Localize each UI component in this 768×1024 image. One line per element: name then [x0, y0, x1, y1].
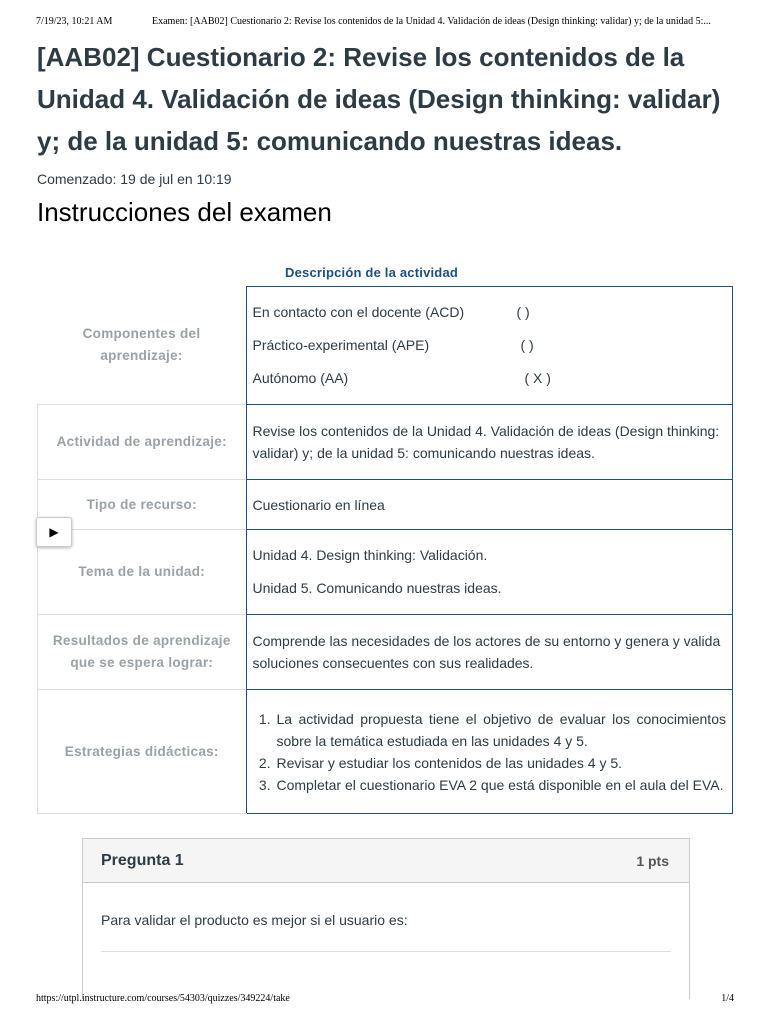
- main-content: [37, 36, 737, 228]
- strategies-value: [246, 690, 733, 814]
- activity-label: Actividad de aprendizaje:: [38, 405, 247, 480]
- component-mark: ( X ): [524, 370, 551, 386]
- table-row: [38, 615, 733, 690]
- print-doc-title: Examen: [AAB02] Cuestionario 2: Revise los contenidos de la Unidad 4. Validación de ideas (Design thinking: validar) y; de la unidad 5:...: [152, 16, 711, 27]
- component-name: En contacto con el docente (ACD): [252, 304, 465, 320]
- resource-value: Cuestionario en línea: [246, 480, 733, 530]
- strategies-list: [253, 708, 727, 796]
- instructions-heading: Instrucciones del examen: [37, 197, 332, 227]
- print-url: https://utpl.instructure.com/courses/54303/quizzes/349224/take: [36, 993, 290, 1004]
- question-title: Pregunta 1: [101, 851, 184, 869]
- component-mark: ( ): [516, 304, 530, 320]
- print-header: [36, 16, 738, 27]
- activity-caption: Descripción de la actividad: [285, 265, 459, 280]
- play-button[interactable]: [36, 517, 72, 547]
- table-row: [38, 530, 733, 615]
- component-item: [253, 296, 727, 329]
- print-footer: [36, 993, 734, 1004]
- component-item: [253, 329, 727, 362]
- list-item: 3. Completar el cuestionario EVA 2 que está disponible en el aula del EVA.: [275, 774, 727, 796]
- play-icon: ▶: [49, 525, 59, 539]
- question-header: [83, 839, 689, 883]
- print-date: 7/19/23, 10:21 AM: [36, 16, 113, 27]
- table-row: [38, 480, 733, 530]
- table-row: [38, 405, 733, 480]
- table-row: [38, 287, 733, 405]
- topic-item: Unidad 4. Design thinking: Validación.: [252, 547, 488, 563]
- question-card: [82, 838, 690, 999]
- activity-table: [37, 286, 733, 814]
- table-row: [38, 690, 733, 814]
- list-item: 1. La actividad propuesta tiene el objetivo de evaluar los conocimientos sobre la temática estudiada en las unidades 4 y 5.: [275, 708, 727, 752]
- component-item: [253, 362, 727, 395]
- components-value: [246, 287, 733, 405]
- results-label: Resultados de aprendizaje que se espera lograr:: [38, 615, 247, 690]
- activity-value: Revise los contenidos de la Unidad 4. Validación de ideas (Design thinking: validar) y; de la unidad 5: comunicando nuestras ideas.: [246, 405, 733, 480]
- component-name: Práctico-experimental (APE): [252, 337, 430, 353]
- component-mark: ( ): [520, 337, 534, 353]
- component-name: Autónomo (AA): [252, 370, 349, 386]
- results-value: Comprende las necesidades de los actores de su entorno y genera y valida soluciones consecuentes con sus realidades.: [246, 615, 733, 690]
- components-label: Componentes del aprendizaje:: [82, 326, 201, 364]
- topic-label: Tema de la unidad:: [38, 530, 247, 615]
- list-item: 2. Revisar y estudiar los contenidos de las unidades 4 y 5.: [275, 752, 727, 774]
- question-points: 1 pts: [636, 852, 669, 869]
- started-timestamp: Comenzado: 19 de jul en 10:19: [37, 171, 232, 187]
- page-title: [AAB02] Cuestionario 2: Revise los contenidos de la Unidad 4. Validación de ideas (Design thinking: validar) y; de la unidad 5: comunicando nuestras ideas.: [37, 42, 721, 156]
- topic-value: [246, 530, 733, 615]
- topic-item: Unidad 5. Comunicando nuestras ideas.: [252, 580, 502, 596]
- question-text: Para validar el producto es mejor si el usuario es:: [101, 912, 408, 928]
- question-divider: [101, 951, 671, 952]
- strategies-label: Estrategias didácticas:: [38, 690, 247, 814]
- resource-label: Tipo de recurso:: [38, 480, 247, 530]
- print-page-number: 1/4: [721, 993, 734, 1004]
